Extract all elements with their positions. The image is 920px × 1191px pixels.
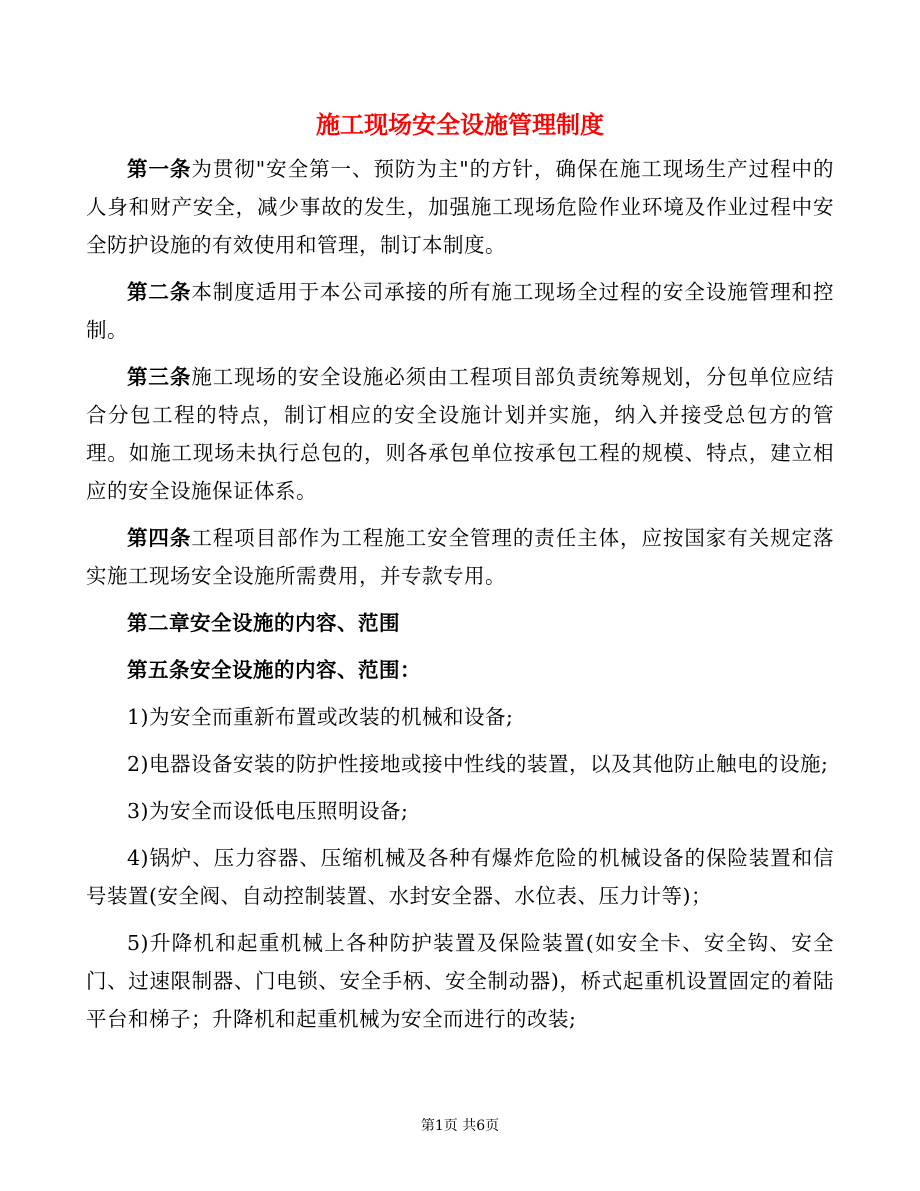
article-4-text: 工程项目部作为工程施工安全管理的责任主体，应按国家有关规定落实施工现场安全设施所需费用，并专款专用。 — [86, 526, 834, 588]
document-title: 施工现场安全设施管理制度 — [316, 110, 604, 139]
list-item-3: 3)为安全而设低电压照明设备; — [127, 799, 409, 823]
article-5-heading: 第五条安全设施的内容、范围： — [127, 658, 421, 682]
article-3-paragraph — [86, 358, 834, 510]
article-3-text: 施工现场的安全设施必须由工程项目部负责统筹规划，分包单位应结合分包工程的特点，制订相应的安全设施计划并实施，纳入并接受总包方的管理。如施工现场未执行总包的，则各承包单位按承包工程的规模、特点，建立相应的安全设施保证体系。 — [86, 365, 834, 503]
article-2-text: 本制度适用于本公司承接的所有施工现场全过程的安全设施管理和控制。 — [86, 280, 834, 342]
article-4-paragraph — [86, 519, 834, 595]
list-item-4: 4)锅炉、压力容器、压缩机械及各种有爆炸危险的机械设备的保险装置和信号装置(安全阀、自动控制装置、水封安全器、水位表、压力计等)； — [86, 846, 834, 908]
list-item-1: 1)为安全而重新布置或改装的机械和设备; — [127, 705, 514, 729]
article-2-label: 第二条 — [127, 280, 192, 304]
article-4-label: 第四条 — [127, 526, 192, 550]
chapter-2-heading: 第二章安全设施的内容、范围 — [127, 611, 400, 635]
article-2-paragraph — [86, 273, 834, 349]
article-1-paragraph — [86, 150, 834, 264]
article-1-text: 为贯彻"安全第一、预防为主"的方针，确保在施工现场生产过程中的人身和财产安全，减少事故的发生，加强施工现场危险作业环境及作业过程中安全防护设施的有效使用和管理，制订本制度。 — [86, 157, 835, 257]
list-item-2: 2)电器设备安装的防护性接地或接中性线的装置，以及其他防止触电的设施; — [127, 752, 829, 776]
article-1-label: 第一条 — [127, 157, 192, 181]
list-item-5: 5)升降机和起重机械上各种防护装置及保险装置(如安全卡、安全钩、安全门、过速限制器、门电锁、安全手柄、安全制动器)，桥式起重机设置固定的着陆平台和梯子；升降机和起重机械为安全而进行的改装; — [86, 931, 834, 1031]
article-3-label: 第三条 — [127, 365, 192, 389]
page-number-footer: 第1页 共6页 — [420, 1118, 500, 1134]
document-body — [86, 150, 834, 1047]
